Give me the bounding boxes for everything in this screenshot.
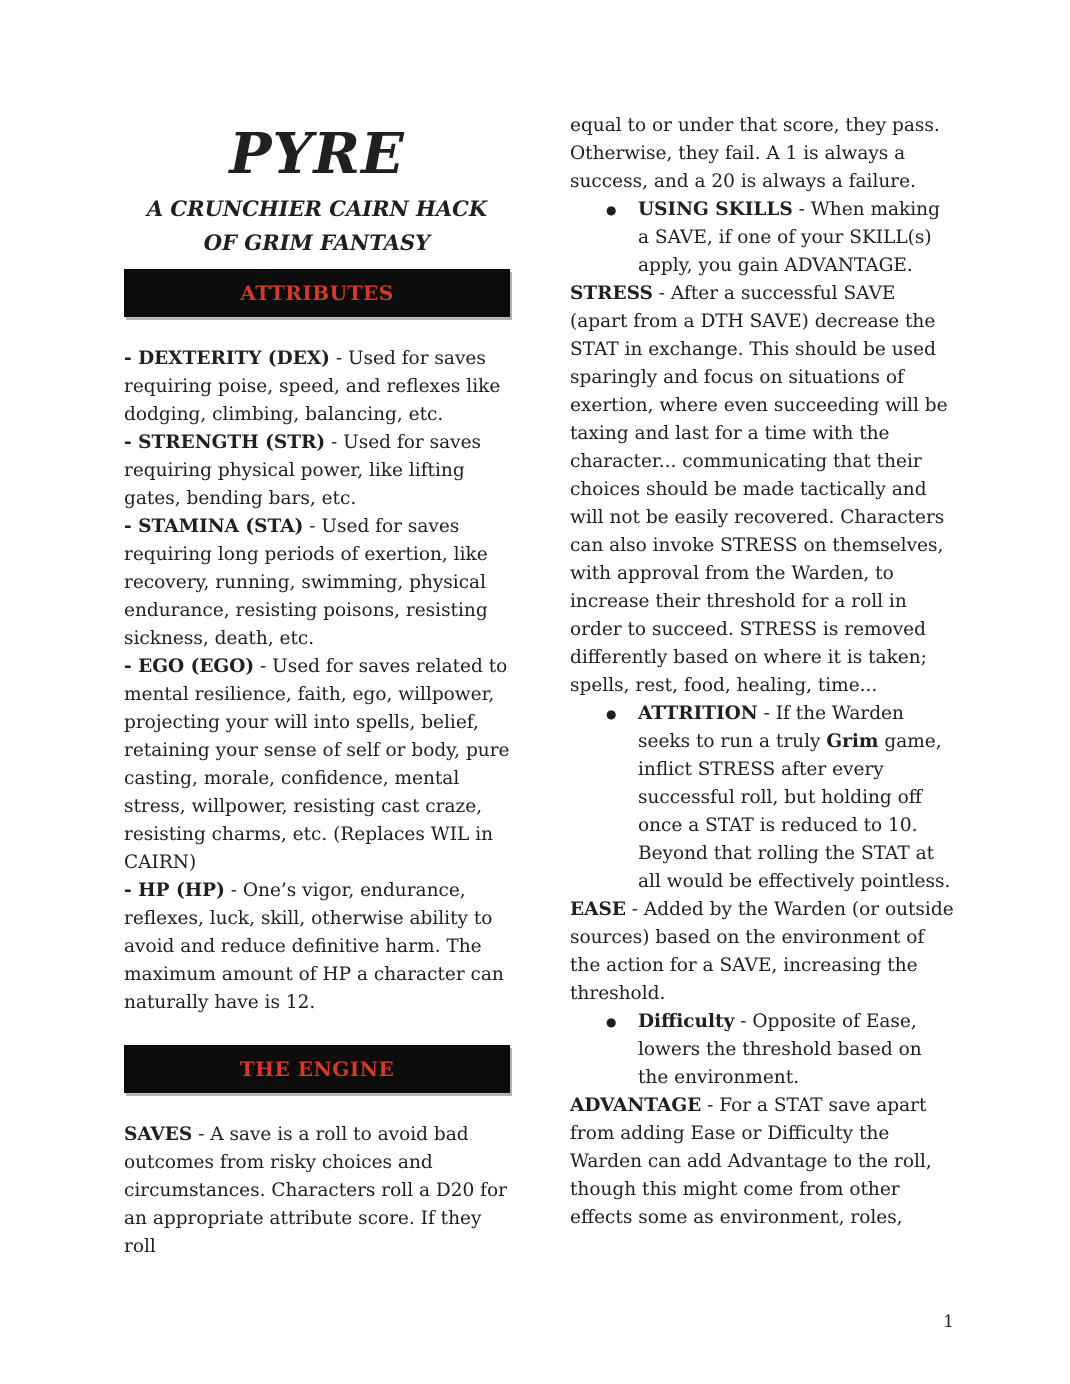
text-run: - Used for saves requiring poise, speed, and reflexes like dodging, climbing, balancing, etc. [124,348,501,425]
text-run: - One’s vigor, endurance, reflexes, luck, skill, otherwise ability to avoid and reduce definitive harm. The maximum amount of HP a character can naturally have is 12. [124,880,504,1013]
section-heading-label: ATTRIBUTES [240,281,394,305]
paragraph [570,112,956,196]
bold-term: - HP (HP) [124,880,225,901]
right-column-blocks [570,112,956,1232]
text-run: game, inflict STRESS after every successful roll, but holding off once a STAT is reduced to 10. Beyond that rolling the STAT at all would be effectively pointless. [638,731,951,892]
bold-term: - EGO (EGO) [124,656,255,677]
paragraph [570,896,956,1008]
bold-term: ATTRITION [638,703,758,724]
bold-term: - STAMINA (STA) [124,516,304,537]
text-run: - After a successful SAVE (apart from a DTH SAVE) decrease the STAT in exchange. This should be used sparingly and focus on situations of exertion, where even succeeding will be taxing and last for a time with the character... communicating that their choices should be made tactically and will not be easily recovered. Characters can also invoke STRESS on themselves, with approval from the Warden, to increase their threshold for a roll in order to succeed. STRESS is removed differently based on where it is taken; spells, rest, food, healing, time... [570,283,948,696]
doc-title: PYRE [229,121,405,187]
bullet-text [638,1008,956,1092]
paragraph [124,1121,510,1261]
bold-term: USING SKILLS [638,199,793,220]
bullet-icon: ● [606,707,617,721]
text-run: - Added by the Warden (or outside sources) based on the environment of the action for a SAVE, increasing the threshold. [570,899,954,1004]
bullet-icon: ● [606,203,617,217]
paragraph [124,345,510,429]
text-run: equal to or under that score, they pass. Otherwise, they fail. A 1 is always a success, and a 20 is always a failure. [570,115,940,192]
bold-term: STRESS [570,283,653,304]
left-column [124,112,510,1261]
paragraph [124,877,510,1017]
text-run: - Used for saves requiring long periods of exertion, like recovery, running, swimming, physical endurance, resisting poisons, resisting sickness, death, etc. [124,516,488,649]
paragraph [124,653,510,877]
text-run: - For a STAT save apart from adding Ease or Difficulty the Warden can add Advantage to the roll, though this might come from other effects some as environment, roles, [570,1095,932,1228]
bullet-item [570,196,956,280]
paragraph [570,280,956,700]
bold-term: SAVES [124,1124,193,1145]
bullet-text [638,196,956,280]
page-number: 1 [943,1312,954,1332]
paragraph [124,513,510,653]
bullet-icon: ● [606,1015,617,1029]
section-heading-bar [124,1045,510,1093]
right-column [570,112,956,1232]
bold-term: Difficulty [638,1011,735,1032]
bold-term: ADVANTAGE [570,1095,702,1116]
bullet-text [638,700,956,896]
paragraph [570,1092,956,1232]
bold-term: - DEXTERITY (DEX) [124,348,330,369]
text-run: - When making a SAVE, if one of your SKILL(s) apply, you gain ADVANTAGE. [638,199,940,276]
text-run: - Used for saves requiring physical power, like lifting gates, bending bars, etc. [124,432,482,509]
section-heading-bar [124,269,510,317]
text-run: - Opposite of Ease, lowers the threshold based on the environment. [638,1011,922,1088]
text-run: - Used for saves related to mental resilience, faith, ego, willpower, projecting your will into spells, belief, retaining your sense of self or body, pure casting, morale, confidence, mental stress, willpower, resisting cast craze, resisting charms, etc. (Replaces WIL in CAIRN) [124,656,510,873]
text-run: - A save is a roll to avoid bad outcomes from risky choices and circumstances. Characters roll a D20 for an appropriate attribute score. If they roll [124,1124,507,1257]
doc-header [124,118,510,260]
bold-term: EASE [570,899,626,920]
left-column-blocks [124,269,510,1261]
doc-subtitle: A CRUNCHIER CAIRN HACK OF GRIM FANTASY [146,196,488,255]
section-heading-label: THE ENGINE [239,1057,395,1081]
bold-term: - STRENGTH (STR) [124,432,326,453]
bullet-item [570,700,956,896]
paragraph [124,429,510,513]
bold-term: Grim [826,731,879,752]
bullet-item [570,1008,956,1092]
text-run: - If the Warden seeks to run a truly [638,703,904,752]
